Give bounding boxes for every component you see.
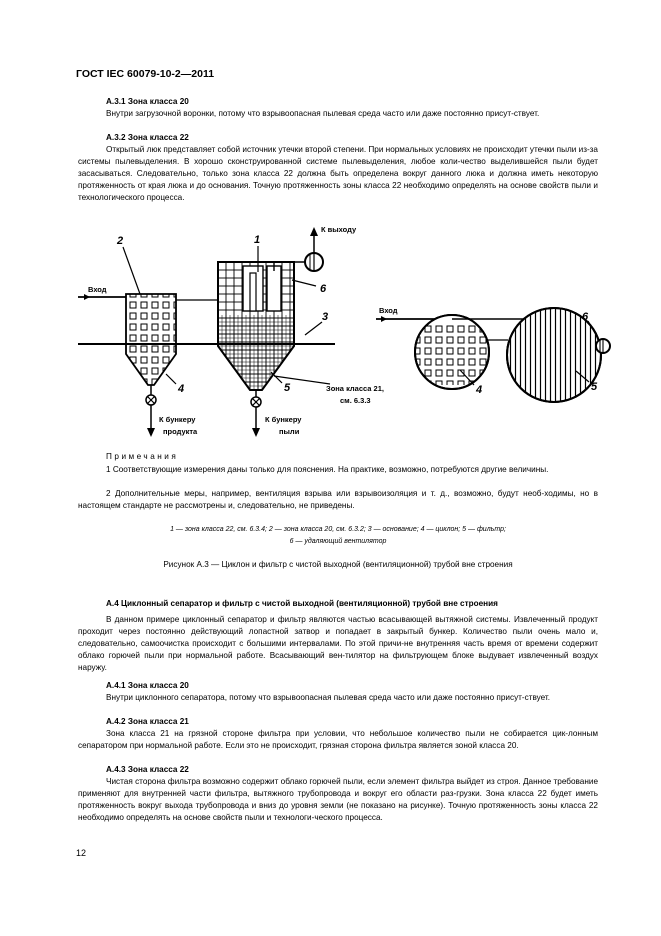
note-1: 1 Соответствующие измерения даны только для пояснения. На практике, возможно, потребуются другие величины. (106, 465, 549, 474)
label-bunker-dust-1: К бункеру (265, 415, 302, 424)
label-6: 6 (320, 283, 327, 295)
section-a4-title: А.4 Циклонный сепаратор и фильтр с чистой выходной (вентиляционной) трубой вне строения (106, 599, 498, 608)
label-bunker-product-1: К бункеру (159, 415, 196, 424)
note-2: 2 Дополнительные меры, например, вентиляция взрыва или взрывоизоляция и т. д., возможно, будут необ-ходимы, но в настоящем стандарте не рассмотрены и, следовательно, не приведены. (78, 489, 598, 510)
section-a32-title: А.3.2 Зона класса 22 (106, 133, 189, 142)
notes-title: Примечания (106, 452, 179, 461)
section-a43-body: Чистая сторона фильтра возможно содержит облако горючей пыли, если элемент фильтра выйдет из строя. Данное требование применяют для внутренней части фильтра, вытяжного трубопровода и вокруг его области раз-грузки. Зона класса 22 будет иметь протяженность вокруг выхода трубопровода и вниз до уровня земли (не показано на рисунке). Точную протяженность зоны класса 22 необходимо определять на основе свойств пыли и технологи-ческого процесса. (78, 777, 598, 822)
label-zone21-line2: см. 6.3.3 (340, 396, 371, 405)
section-a41-body: Внутри циклонного сепаратора, потому что взрывоопасная пылевая среда часто или даже постоянно присут-ствует. (106, 693, 551, 702)
section-a43-title: А.4.3 Зона класса 22 (106, 765, 189, 774)
section-a41-title: А.4.1 Зона класса 20 (106, 681, 189, 690)
section-a31-body: Внутри загрузочной воронки, потому что взрывоопасная пылевая среда часто или даже постоянно присут-ствует. (106, 109, 540, 118)
label-4b: 4 (476, 384, 483, 396)
legend-line2: 6 — удаляющий вентилятор (289, 538, 387, 545)
label-5b: 5 (591, 381, 598, 393)
filter-unit (218, 227, 323, 437)
label-bunker-dust-2: пыли (279, 427, 300, 436)
legend-line1: 1 — зона класса 22, см. 6.3.4; 2 — зона класса 20, см. 6.3.2; 3 — основание; 4 — циклон; 5 — фильтр; (170, 526, 506, 533)
section-a32-body: Открытый люк представляет собой источник утечки второй степени. При нормальных условиях не происходит утечки пыли из-за системы пылевыделения. В хорошо сконструированной системе пылевыделения, любое коли-чество выделившейся пыли будет засасываться. Следовательно, только зона класса 22 должна быть определена вокруг данного люка и должна иметь некоторую протяженность от края люка и до основания. Точную протяженность зоны класса 22 необходимо определять на основе свойств пыли и технологического процесса. (78, 145, 598, 202)
label-zone21-line1: Зона класса 21, (326, 384, 384, 393)
label-1: 1 (254, 234, 261, 246)
label-inlet-right: Вход (379, 306, 398, 315)
label-inlet-left: Вход (88, 285, 107, 294)
label-3: 3 (322, 311, 329, 323)
label-bunker-product-2: продукта (163, 427, 198, 436)
top-view-cyclone-filter (376, 305, 610, 405)
label-5: 5 (284, 382, 291, 394)
cyclone-left (78, 294, 218, 437)
figure-caption: Рисунок А.3 — Циклон и фильтр с чистой выходной (вентиляционной) трубой вне строения (163, 560, 513, 569)
label-6b: 6 (582, 311, 589, 323)
page-number: 12 (76, 848, 87, 858)
section-a42-title: А.4.2 Зона класса 21 (106, 717, 189, 726)
section-a42-body: Зона класса 21 на грязной стороне фильтра при условии, что небольшое количество пыли не собирается цик-лонным сепаратором при нормальной работе. Если это не происходит, грязная сторона фильтра является зоной класса 20. (78, 729, 598, 750)
section-a4-body: В данном примере циклонный сепаратор и фильтр являются частью всасывающей вытяжной системы. Извлеченный продукт проходит через постоянно действующий лопастной затвор и попадает в закрытый бункер. Количество пыли очень мало и, следовательно, самоочистка происходит с большими интервалами. По этой причи-не внутренняя часть время от времени содержит облако горючей пыли при нормальной работе. Всасывающий вен-тилятор на фильтрующем блоке выдувает извлеченный воздух наружу. (78, 615, 598, 672)
label-to-exhaust: К выходу (321, 225, 357, 234)
section-a31-title: А.3.1 Зона класса 20 (106, 97, 189, 106)
document-header: ГОСТ IEC 60079-10-2—2011 (76, 68, 215, 80)
label-4: 4 (178, 383, 185, 395)
label-2: 2 (117, 235, 124, 247)
